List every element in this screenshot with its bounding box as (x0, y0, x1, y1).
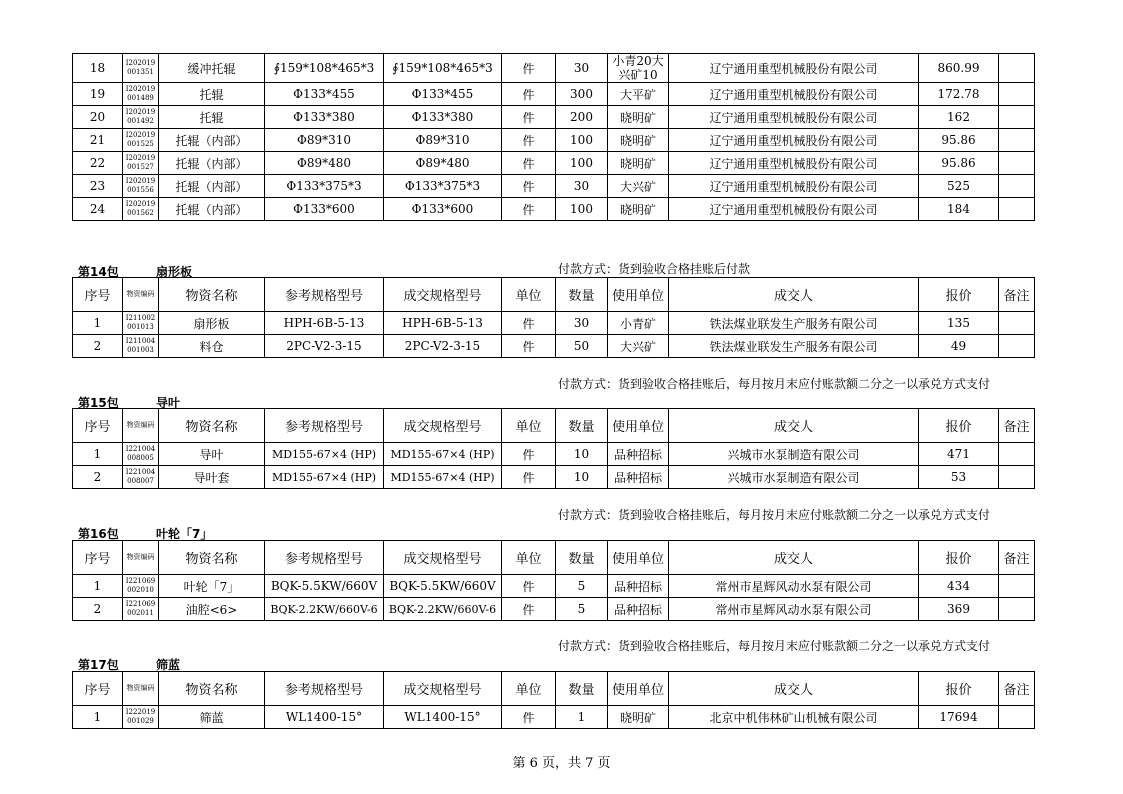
cell-unit: 件 (502, 106, 556, 129)
table-row (73, 198, 1035, 221)
cell-user: 使用单位 (608, 409, 669, 443)
table-row (73, 598, 1035, 621)
cell-note (999, 443, 1035, 466)
cell-unit: 件 (502, 335, 556, 358)
cell-user: 品种招标 (608, 575, 669, 598)
cell-deal-spec: BQK-2.2KW/660V-6 (384, 598, 502, 621)
package-14-payment: 付款方式：货到验收合格挂账后付款 (558, 262, 751, 276)
cell-qty: 200 (556, 106, 608, 129)
cell-note (999, 152, 1035, 175)
table-row (73, 706, 1035, 729)
cell-user: 大兴矿 (608, 175, 669, 198)
cell-user: 使用单位 (608, 541, 669, 575)
cell-deal-spec: MD155-67×4 (HP) (384, 466, 502, 489)
cell-no: 2 (73, 335, 123, 358)
cell-buyer: 辽宁通用重型机械股份有限公司 (669, 129, 919, 152)
cell-user: 晓明矿 (608, 129, 669, 152)
cell-deal-spec: 2PC-V2-3-15 (384, 335, 502, 358)
cell-deal-spec: Φ133*375*3 (384, 175, 502, 198)
cell-note (999, 106, 1035, 129)
cell-ref-spec: MD155-67×4 (HP) (265, 466, 384, 489)
cell-code: I211002 001013 (123, 312, 159, 335)
cell-note (999, 598, 1035, 621)
cell-code: I202019 001527 (123, 152, 159, 175)
cell-no: 1 (73, 443, 123, 466)
cell-price: 471 (919, 443, 999, 466)
package-17-payment: 付款方式：货到验收合格挂账后，每月按月末应付账款额二分之一以承兑方式支付 (558, 639, 991, 653)
table-header-row (73, 541, 1035, 575)
package-14-table (72, 277, 1035, 358)
cell-ref-spec: Φ89*310 (265, 129, 384, 152)
cell-note (999, 83, 1035, 106)
cell-buyer: 成交人 (669, 278, 919, 312)
cell-code: I202019 001562 (123, 198, 159, 221)
package-17-name: 筛蓝 (156, 658, 181, 672)
cell-buyer: 兴城市水泵制造有限公司 (669, 443, 919, 466)
cell-note: 备注 (999, 278, 1035, 312)
cell-name: 托辊（内部） (159, 129, 265, 152)
cell-unit: 件 (502, 152, 556, 175)
package-16-title: 第16包 (78, 527, 119, 541)
cell-deal-spec: Φ133*455 (384, 83, 502, 106)
cell-qty: 100 (556, 198, 608, 221)
cell-qty: 30 (556, 175, 608, 198)
cell-price: 49 (919, 335, 999, 358)
cell-ref-spec: Φ133*375*3 (265, 175, 384, 198)
cell-price: 162 (919, 106, 999, 129)
cell-ref-spec: 参考规格型号 (265, 541, 384, 575)
cell-unit: 单位 (502, 409, 556, 443)
cell-user: 品种招标 (608, 598, 669, 621)
cell-no: 24 (73, 198, 123, 221)
cell-code: I221069 002010 (123, 575, 159, 598)
cell-name: 扇形板 (159, 312, 265, 335)
cell-qty: 数量 (556, 672, 608, 706)
cell-deal-spec: Φ89*310 (384, 129, 502, 152)
cell-code: I202019 001556 (123, 175, 159, 198)
cell-deal-spec: Φ133*600 (384, 198, 502, 221)
cell-code: 物资编码 (123, 541, 159, 575)
cell-code: I221004 008007 (123, 466, 159, 489)
cell-unit: 件 (502, 443, 556, 466)
cell-qty: 1 (556, 706, 608, 729)
cell-no: 序号 (73, 278, 123, 312)
cell-note: 备注 (999, 409, 1035, 443)
table-header-row (73, 672, 1035, 706)
table-row (73, 335, 1035, 358)
cell-ref-spec: Φ133*380 (265, 106, 384, 129)
cell-name: 物资名称 (159, 541, 265, 575)
cell-no: 1 (73, 312, 123, 335)
cell-ref-spec: 2PC-V2-3-15 (265, 335, 384, 358)
cell-ref-spec: BQK-5.5KW/660V (265, 575, 384, 598)
cell-name: 筛蓝 (159, 706, 265, 729)
cell-unit: 件 (502, 54, 556, 83)
table-row (73, 312, 1035, 335)
cell-user: 晓明矿 (608, 106, 669, 129)
package-17-table (72, 671, 1035, 729)
cell-user: 品种招标 (608, 466, 669, 489)
cell-ref-spec: ∮159*108*465*3 (265, 54, 384, 83)
table-row (73, 443, 1035, 466)
cell-note: 备注 (999, 672, 1035, 706)
table-row (73, 175, 1035, 198)
cell-name: 物资名称 (159, 409, 265, 443)
cell-buyer: 辽宁通用重型机械股份有限公司 (669, 175, 919, 198)
cell-code: I202019 001525 (123, 129, 159, 152)
cell-ref-spec: MD155-67×4 (HP) (265, 443, 384, 466)
cell-ref-spec: 参考规格型号 (265, 278, 384, 312)
cell-ref-spec: Φ89*480 (265, 152, 384, 175)
cell-code: 物资编码 (123, 672, 159, 706)
cell-unit: 件 (502, 198, 556, 221)
cell-note (999, 312, 1035, 335)
cell-code: I221004 008005 (123, 443, 159, 466)
package-17-title: 第17包 (78, 658, 119, 672)
package-15-table (72, 408, 1035, 489)
cell-no: 序号 (73, 672, 123, 706)
table-row (73, 54, 1035, 83)
cell-user: 晓明矿 (608, 152, 669, 175)
cell-buyer: 辽宁通用重型机械股份有限公司 (669, 83, 919, 106)
cell-price: 95.86 (919, 129, 999, 152)
package-14-name: 扇形板 (156, 265, 193, 279)
cell-buyer: 辽宁通用重型机械股份有限公司 (669, 106, 919, 129)
table-row (73, 106, 1035, 129)
cell-code: I222019 001029 (123, 706, 159, 729)
cell-deal-spec: Φ133*380 (384, 106, 502, 129)
cell-name: 油腔<6> (159, 598, 265, 621)
cell-deal-spec: 成交规格型号 (384, 409, 502, 443)
cell-ref-spec: BQK-2.2KW/660V-6 (265, 598, 384, 621)
cell-deal-spec: Φ89*480 (384, 152, 502, 175)
cell-code: I202019 001492 (123, 106, 159, 129)
cell-price: 报价 (919, 278, 999, 312)
cell-price: 报价 (919, 409, 999, 443)
cell-name: 叶轮「7」 (159, 575, 265, 598)
cell-name: 缓冲托辊 (159, 54, 265, 83)
cell-name: 导叶套 (159, 466, 265, 489)
cell-name: 导叶 (159, 443, 265, 466)
cell-qty: 数量 (556, 409, 608, 443)
cell-buyer: 辽宁通用重型机械股份有限公司 (669, 152, 919, 175)
top-table (72, 53, 1035, 221)
cell-name: 物资名称 (159, 278, 265, 312)
cell-code: 物资编码 (123, 278, 159, 312)
cell-no: 19 (73, 83, 123, 106)
cell-note: 备注 (999, 541, 1035, 575)
cell-code: I202019 001489 (123, 83, 159, 106)
package-16-table (72, 540, 1035, 621)
table-header-row (73, 278, 1035, 312)
cell-qty: 30 (556, 312, 608, 335)
cell-ref-spec: WL1400-15° (265, 706, 384, 729)
cell-qty: 300 (556, 83, 608, 106)
cell-name: 物资名称 (159, 672, 265, 706)
cell-name: 托辊（内部） (159, 198, 265, 221)
cell-code: I202019 001351 (123, 54, 159, 83)
table-row (73, 83, 1035, 106)
cell-buyer: 兴城市水泵制造有限公司 (669, 466, 919, 489)
cell-no: 18 (73, 54, 123, 83)
cell-user: 小青矿 (608, 312, 669, 335)
cell-note (999, 175, 1035, 198)
table-header-row (73, 409, 1035, 443)
cell-ref-spec: Φ133*600 (265, 198, 384, 221)
cell-code: I211004 001003 (123, 335, 159, 358)
cell-qty: 30 (556, 54, 608, 83)
cell-price: 434 (919, 575, 999, 598)
cell-qty: 50 (556, 335, 608, 358)
cell-no: 23 (73, 175, 123, 198)
cell-price: 184 (919, 198, 999, 221)
cell-no: 2 (73, 598, 123, 621)
cell-buyer: 成交人 (669, 541, 919, 575)
cell-deal-spec: 成交规格型号 (384, 278, 502, 312)
cell-buyer: 北京中机伟林矿山机械有限公司 (669, 706, 919, 729)
cell-ref-spec: 参考规格型号 (265, 409, 384, 443)
cell-no: 1 (73, 575, 123, 598)
cell-price: 报价 (919, 541, 999, 575)
cell-no: 21 (73, 129, 123, 152)
cell-note (999, 335, 1035, 358)
cell-no: 2 (73, 466, 123, 489)
cell-price: 860.99 (919, 54, 999, 83)
package-15-title: 第15包 (78, 396, 119, 410)
cell-deal-spec: WL1400-15° (384, 706, 502, 729)
cell-note (999, 54, 1035, 83)
table-row (73, 152, 1035, 175)
page-footer: 第 6 页，共 7 页 (512, 756, 611, 771)
cell-name: 托辊（内部） (159, 152, 265, 175)
cell-qty: 10 (556, 443, 608, 466)
cell-unit: 件 (502, 175, 556, 198)
cell-no: 序号 (73, 409, 123, 443)
cell-note (999, 198, 1035, 221)
cell-user: 晓明矿 (608, 706, 669, 729)
package-14-title: 第14包 (78, 265, 119, 279)
cell-note (999, 575, 1035, 598)
cell-name: 托辊 (159, 106, 265, 129)
cell-no: 22 (73, 152, 123, 175)
cell-unit: 件 (502, 466, 556, 489)
cell-buyer: 铁法煤业联发生产服务有限公司 (669, 335, 919, 358)
cell-unit: 件 (502, 575, 556, 598)
cell-deal-spec: HPH-6B-5-13 (384, 312, 502, 335)
cell-qty: 100 (556, 152, 608, 175)
cell-buyer: 成交人 (669, 672, 919, 706)
cell-unit: 件 (502, 598, 556, 621)
cell-buyer: 常州市星辉风动水泵有限公司 (669, 575, 919, 598)
cell-ref-spec: Φ133*455 (265, 83, 384, 106)
cell-user: 大兴矿 (608, 335, 669, 358)
package-15-name: 导叶 (156, 396, 181, 410)
cell-price: 525 (919, 175, 999, 198)
cell-user: 大平矿 (608, 83, 669, 106)
cell-user: 品种招标 (608, 443, 669, 466)
cell-qty: 100 (556, 129, 608, 152)
package-16-payment: 付款方式：货到验收合格挂账后，每月按月末应付账款额二分之一以承兑方式支付 (558, 508, 991, 522)
package-15-payment: 付款方式：货到验收合格挂账后，每月按月末应付账款额二分之一以承兑方式支付 (558, 377, 991, 391)
cell-deal-spec: 成交规格型号 (384, 672, 502, 706)
cell-user: 晓明矿 (608, 198, 669, 221)
cell-note (999, 129, 1035, 152)
cell-unit: 单位 (502, 541, 556, 575)
cell-price: 135 (919, 312, 999, 335)
cell-name: 托辊 (159, 83, 265, 106)
cell-price: 369 (919, 598, 999, 621)
table-row (73, 466, 1035, 489)
cell-deal-spec: 成交规格型号 (384, 541, 502, 575)
table-row (73, 129, 1035, 152)
cell-name: 托辊（内部） (159, 175, 265, 198)
cell-buyer: 辽宁通用重型机械股份有限公司 (669, 54, 919, 83)
cell-no: 20 (73, 106, 123, 129)
cell-price: 172.78 (919, 83, 999, 106)
cell-user: 使用单位 (608, 278, 669, 312)
cell-qty: 5 (556, 575, 608, 598)
cell-price: 报价 (919, 672, 999, 706)
cell-user: 小青20大兴矿10 (608, 54, 669, 83)
cell-no: 序号 (73, 541, 123, 575)
cell-deal-spec: ∮159*108*465*3 (384, 54, 502, 83)
cell-buyer: 成交人 (669, 409, 919, 443)
cell-deal-spec: MD155-67×4 (HP) (384, 443, 502, 466)
cell-price: 53 (919, 466, 999, 489)
cell-deal-spec: BQK-5.5KW/660V (384, 575, 502, 598)
cell-price: 95.86 (919, 152, 999, 175)
cell-unit: 件 (502, 129, 556, 152)
cell-code: I221069 002011 (123, 598, 159, 621)
cell-qty: 数量 (556, 278, 608, 312)
cell-code: 物资编码 (123, 409, 159, 443)
cell-unit: 单位 (502, 672, 556, 706)
cell-qty: 5 (556, 598, 608, 621)
cell-qty: 数量 (556, 541, 608, 575)
cell-price: 17694 (919, 706, 999, 729)
cell-unit: 单位 (502, 278, 556, 312)
cell-note (999, 706, 1035, 729)
cell-buyer: 辽宁通用重型机械股份有限公司 (669, 198, 919, 221)
cell-qty: 10 (556, 466, 608, 489)
table-row (73, 575, 1035, 598)
cell-name: 料仓 (159, 335, 265, 358)
cell-buyer: 常州市星辉风动水泵有限公司 (669, 598, 919, 621)
package-16-name: 叶轮「7」 (156, 527, 213, 541)
cell-buyer: 铁法煤业联发生产服务有限公司 (669, 312, 919, 335)
cell-unit: 件 (502, 83, 556, 106)
cell-note (999, 466, 1035, 489)
cell-unit: 件 (502, 706, 556, 729)
cell-ref-spec: HPH-6B-5-13 (265, 312, 384, 335)
cell-unit: 件 (502, 312, 556, 335)
cell-ref-spec: 参考规格型号 (265, 672, 384, 706)
cell-user: 使用单位 (608, 672, 669, 706)
cell-no: 1 (73, 706, 123, 729)
